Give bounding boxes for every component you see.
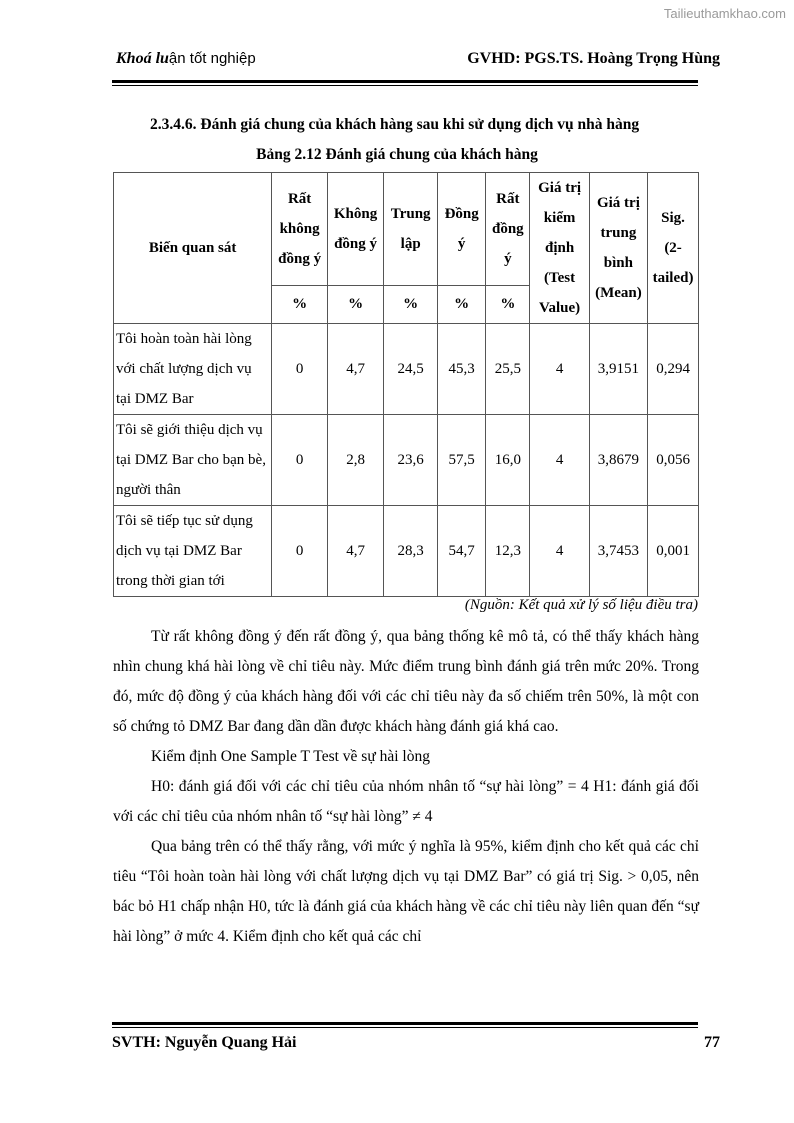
header-sig: Sig. (2-tailed) <box>648 173 699 324</box>
cell-test-value: 4 <box>530 324 589 415</box>
header-left-rest: ận tốt nghiệp <box>168 50 256 67</box>
cell-mean: 3,9151 <box>589 324 647 415</box>
table-row <box>114 324 699 415</box>
cell-mean: 3,7453 <box>589 506 647 597</box>
cell-neutral: 23,6 <box>384 415 438 506</box>
cell-sig: 0,294 <box>648 324 699 415</box>
cell-strongly-disagree: 0 <box>272 415 328 506</box>
paragraph: Qua bảng trên có thể thấy rằng, với mức ý nghĩa là 95%, kiểm định cho kết quả các chỉ tiêu “Tôi hoàn toàn hài lòng với chất lượng dịch vụ tại DMZ Bar” có giá trị Sig. > 0,05, nên bác bỏ H1 chấp nhận H0, tức là đánh giá của khách hàng về các chỉ tiêu này liên quan đến “sự hài lòng” ở mức 4. Kiểm định cho kết quả các chỉ <box>113 838 699 945</box>
table-row <box>114 415 699 506</box>
header-strongly-agree: Rất đồng ý <box>486 173 530 286</box>
header-strongly-disagree: Rất không đồng ý <box>272 173 328 286</box>
cell-agree: 45,3 <box>438 324 486 415</box>
cell-agree: 57,5 <box>438 415 486 506</box>
header-pct-3: % <box>384 285 438 323</box>
cell-agree: 54,7 <box>438 506 486 597</box>
cell-strongly-agree: 25,5 <box>486 324 530 415</box>
page-footer <box>112 1034 720 1052</box>
row-description: Tôi sẽ tiếp tục sử dụng dịch vụ tại DMZ Bar trong thời gian tới <box>114 506 272 597</box>
header-pct-5: % <box>486 285 530 323</box>
cell-strongly-agree: 16,0 <box>486 415 530 506</box>
evaluation-table <box>113 172 699 597</box>
cell-disagree: 4,7 <box>327 324 383 415</box>
header-test-value: Giá trị kiểm định (Test Value) <box>530 173 589 324</box>
row-description: Tôi hoàn toàn hài lòng với chất lượng dịch vụ tại DMZ Bar <box>114 324 272 415</box>
header-variable: Biến quan sát <box>114 173 272 324</box>
paragraph: H0: đánh giá đối với các chỉ tiêu của nhóm nhân tố “sự hài lòng” = 4 H1: đánh giá đối với các chỉ tiêu của nhóm nhân tố “sự hài lòng” ≠ 4 <box>113 778 699 825</box>
footer-rule <box>112 1022 698 1025</box>
header-rule-thin <box>112 85 698 86</box>
cell-sig: 0,056 <box>648 415 699 506</box>
header-mean: Giá trị trung bình (Mean) <box>589 173 647 324</box>
cell-strongly-agree: 12,3 <box>486 506 530 597</box>
header-supervisor: GVHD: PGS.TS. Hoàng Trọng Hùng <box>467 50 720 67</box>
cell-neutral: 24,5 <box>384 324 438 415</box>
cell-neutral: 28,3 <box>384 506 438 597</box>
cell-disagree: 2,8 <box>327 415 383 506</box>
cell-sig: 0,001 <box>648 506 699 597</box>
cell-test-value: 4 <box>530 415 589 506</box>
header-neutral: Trung lập <box>384 173 438 286</box>
header-rule <box>112 80 698 83</box>
watermark: Tailieuthamkhao.com <box>663 6 786 21</box>
table-row <box>114 506 699 597</box>
footer-rule-thin <box>112 1027 698 1028</box>
cell-mean: 3,8679 <box>589 415 647 506</box>
page-header <box>112 50 720 72</box>
paragraph: Từ rất không đồng ý đến rất đồng ý, qua bảng thống kê mô tả, có thể thấy khách hàng nhìn chung khá hài lòng về chỉ tiêu này. Mức điểm trung bình đánh giá trên mức 20%. Trong đó, mức độ đồng ý của khách hàng đối với các chỉ tiêu này đa số chiếm trên 50%, là một con số chứng tỏ DMZ Bar đang dần dần được khách hàng đánh giá khá cao. <box>113 628 699 735</box>
cell-disagree: 4,7 <box>327 506 383 597</box>
header-pct-1: % <box>272 285 328 323</box>
header-disagree: Không đồng ý <box>327 173 383 286</box>
footer-student: SVTH: Nguyễn Quang Hải <box>112 1034 297 1051</box>
row-description: Tôi sẽ giới thiệu dịch vụ tại DMZ Bar cho bạn bè, người thân <box>114 415 272 506</box>
header-left-italic: Khoá lu <box>116 50 169 67</box>
section-title: 2.3.4.6. Đánh giá chung của khách hàng sau khi sử dụng dịch vụ nhà hàng <box>150 116 640 133</box>
table-caption: Bảng 2.12 Đánh giá chung của khách hàng <box>256 146 538 163</box>
body-text <box>113 622 699 952</box>
cell-strongly-disagree: 0 <box>272 324 328 415</box>
paragraph: Kiểm định One Sample T Test về sự hài lòng <box>151 748 430 765</box>
header-agree: Đồng ý <box>438 173 486 286</box>
page-number: 77 <box>704 1034 720 1051</box>
cell-strongly-disagree: 0 <box>272 506 328 597</box>
header-pct-4: % <box>438 285 486 323</box>
table-source: (Nguồn: Kết quả xử lý số liệu điều tra) <box>464 597 698 613</box>
header-pct-2: % <box>327 285 383 323</box>
header-left <box>116 50 256 68</box>
cell-test-value: 4 <box>530 506 589 597</box>
